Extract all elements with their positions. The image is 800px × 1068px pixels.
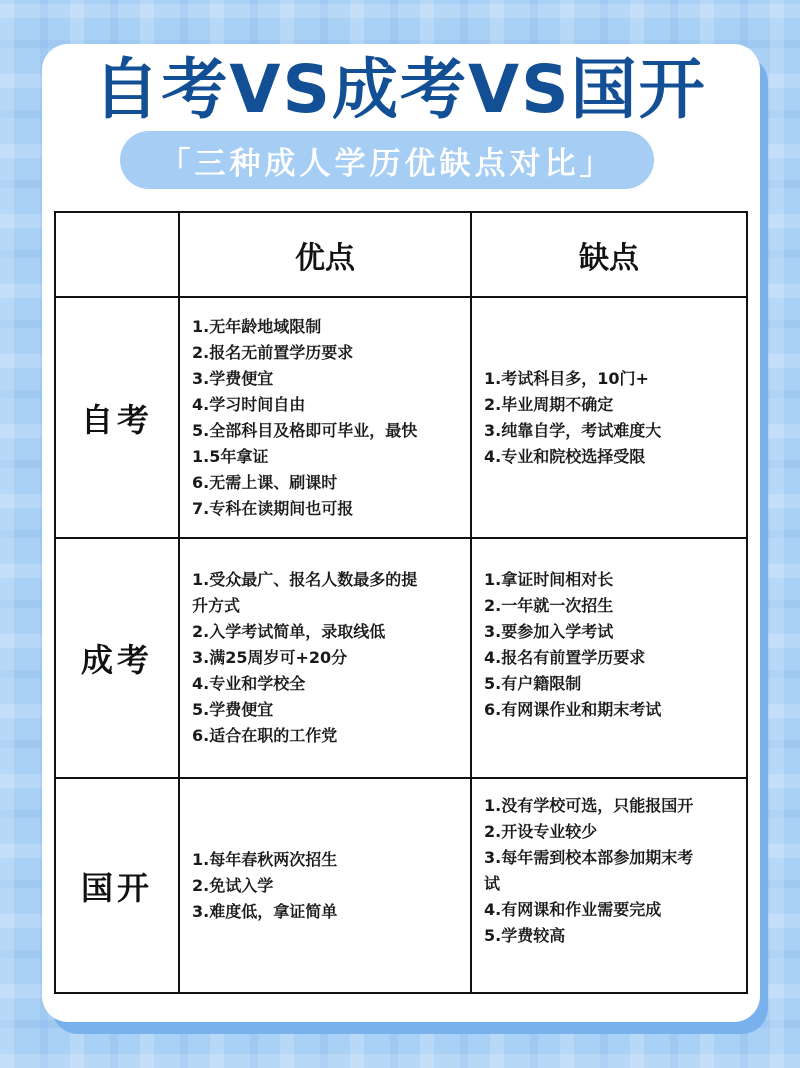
- list-item: 5.有户籍限制: [484, 674, 582, 693]
- list-item: 2.入学考试简单，录取线低: [192, 622, 386, 641]
- pros-list: [180, 314, 470, 522]
- row-label: 自考: [55, 297, 179, 538]
- row-label: 成考: [55, 538, 179, 778]
- list-item: 1.拿证时间相对长: [484, 570, 614, 589]
- subtitle-pill: [120, 131, 654, 189]
- pros-list: [180, 847, 470, 925]
- list-item: 5.全部科目及格即可毕业，最快: [192, 420, 418, 440]
- row-label: 国开: [55, 778, 179, 993]
- header-empty-cell: [55, 212, 179, 297]
- list-item: 2.报名无前置学历要求: [192, 342, 354, 362]
- cons-cell: [471, 538, 747, 778]
- cons-list: [472, 567, 746, 723]
- list-item: 1.5年拿证: [192, 446, 269, 466]
- table-row-guokai: [55, 778, 747, 993]
- table-row-zikao: [55, 297, 747, 538]
- list-item: 1.每年春秋两次招生: [192, 849, 338, 869]
- subtitle: 「三种成人学历优缺点对比」: [159, 145, 615, 182]
- pros-cell: [179, 538, 471, 778]
- comparison-table: [54, 211, 748, 994]
- list-item: 2.一年就一次招生: [484, 596, 614, 615]
- list-item: 1.无年龄地域限制: [192, 316, 322, 336]
- list-item: 1.考试科目多，10门+: [484, 368, 649, 388]
- header-cons: 缺点: [471, 212, 747, 297]
- pros-list: [180, 567, 470, 749]
- list-item: 6.无需上课、刷课时: [192, 472, 338, 492]
- list-item: 3.每年需到校本部参加期末考: [484, 848, 694, 867]
- list-item: 3.学费便宜: [192, 368, 274, 388]
- list-item: 2.毕业周期不确定: [484, 394, 614, 414]
- list-item: 6.适合在职的工作党: [192, 726, 338, 745]
- list-item: 1.没有学校可选，只能报国开: [484, 796, 694, 815]
- list-item: 7.专科在读期间也可报: [192, 498, 354, 518]
- list-item: 6.有网课作业和期末考试: [484, 700, 662, 719]
- list-item: 试: [484, 874, 501, 893]
- pros-cell: [179, 778, 471, 993]
- cons-cell: [471, 778, 747, 993]
- list-item: 3.要参加入学考试: [484, 622, 614, 641]
- list-item: 3.纯靠自学，考试难度大: [484, 420, 662, 440]
- pros-cell: [179, 297, 471, 538]
- list-item: 4.专业和院校选择受限: [484, 446, 646, 466]
- list-item: 3.满25周岁可+20分: [192, 648, 348, 667]
- list-item: 3.难度低，拿证简单: [192, 901, 338, 921]
- list-item: 5.学费较高: [484, 926, 566, 945]
- cons-list: [472, 366, 746, 470]
- list-item: 4.有网课和作业需要完成: [484, 900, 662, 919]
- list-item: 4.报名有前置学历要求: [484, 648, 646, 667]
- list-item: 2.免试入学: [192, 875, 274, 895]
- list-item: 4.学习时间自由: [192, 394, 306, 414]
- list-item: 5.学费便宜: [192, 700, 274, 719]
- list-item: 升方式: [192, 596, 241, 615]
- table-row-chengkao: [55, 538, 747, 778]
- cons-list: [472, 793, 746, 949]
- header-pros: 优点: [179, 212, 471, 297]
- list-item: 4.专业和学校全: [192, 674, 306, 693]
- table-header-row: [55, 212, 747, 297]
- list-item: 2.开设专业较少: [484, 822, 598, 841]
- page-title: 自考VS成考VS国开: [93, 51, 707, 128]
- cons-cell: [471, 297, 747, 538]
- list-item: 1.受众最广、报名人数最多的提: [192, 570, 418, 589]
